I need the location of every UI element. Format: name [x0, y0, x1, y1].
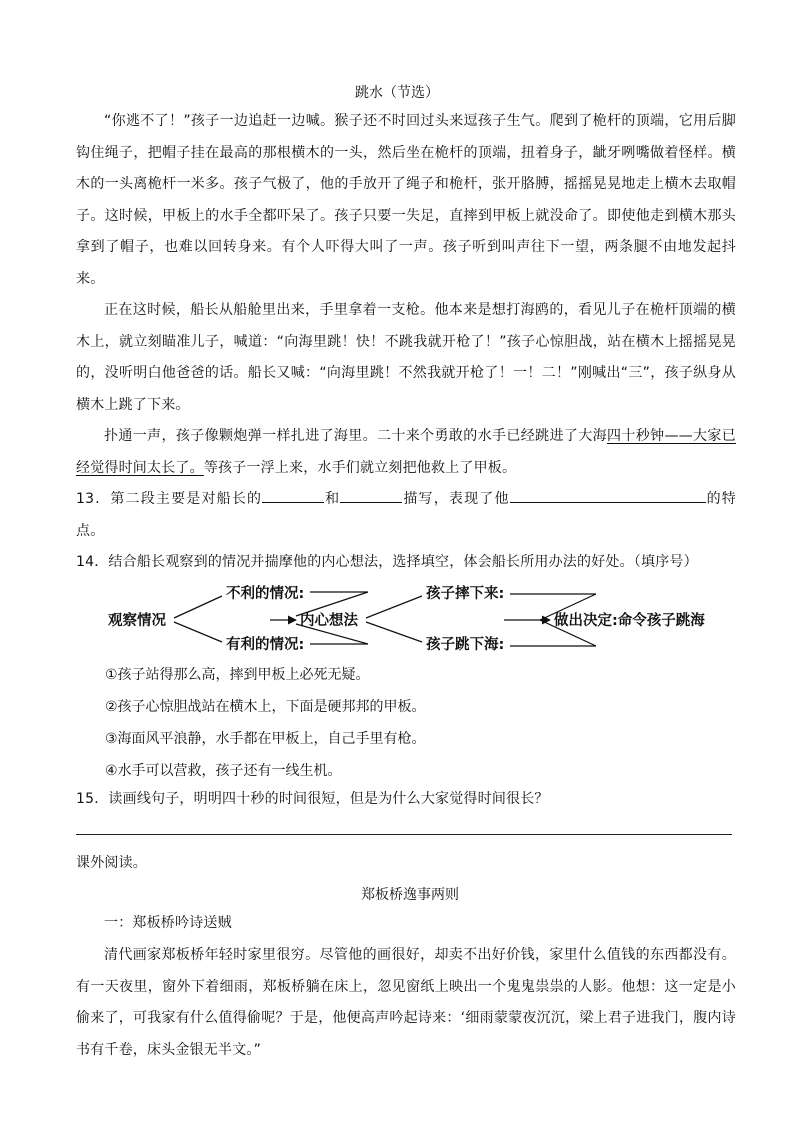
passage-paragraph-3	[76, 421, 736, 484]
paragraph-3-text-after: 等孩子一浮上来，水手们就立刻把他救上了甲板。	[203, 459, 517, 476]
passage-2-paragraph-1: 清代画家郑板桥年轻时家里很穷。尽管他的画很好，却卖不出好价钱，家里什么值钱的东西都没有。有一天夜里，窗外下着细雨，郑板桥躺在床上，忽见窗纸上映出一个鬼鬼祟祟的人影。他想：这一定是小偷来了，可我家有什么值得偷呢？于是，他便高声吟起诗来：‘细雨蒙蒙夜沉沉，梁上君子进我门，腹内诗书有千卷，床头金银无半文。”	[76, 947, 736, 1058]
q13-blank-2[interactable]	[340, 488, 402, 503]
arrow-to-fall	[366, 596, 422, 618]
diagram-thought: 内心想法	[300, 613, 358, 629]
diagram-fall: 孩子摔下来:	[426, 586, 505, 602]
q13-blank-1[interactable]	[262, 488, 324, 503]
diagram-jump: 孩子跳下海:	[426, 637, 505, 653]
flow-diagram	[100, 578, 740, 658]
extracurricular-intro: 课外阅读。	[76, 855, 147, 871]
option-2: ②孩子心惊胆战站在横木上，下面是硬邦邦的甲板。	[105, 699, 426, 715]
q13-text-c: 描写，表现了他	[402, 491, 510, 507]
q13-text-b: 和	[324, 491, 341, 507]
diagram-bad: 不利的情况:	[226, 586, 305, 602]
q13-text-d: 的特点。	[76, 491, 737, 539]
option-4: ④水手可以营救，孩子还有一线生机。	[105, 763, 342, 779]
paragraph-3-text-before: 扑通一声，孩子像颗炮弹一样扎进了海里。二十来个勇敢的水手已经跳进了大海	[104, 428, 607, 444]
underlined-sentence: 四十秒钟——大家已经觉得时间太长了。	[76, 428, 736, 476]
q13-blank-3[interactable]	[510, 488, 706, 503]
diagram-observe: 观察情况	[108, 613, 166, 629]
diagram-good: 有利的情况:	[226, 637, 305, 653]
diagram-decision: 做出决定:命令孩子跳海	[554, 613, 705, 629]
arrow-to-good	[174, 622, 222, 642]
passage-2-subtitle: 一：郑板桥吟诗送贼	[104, 915, 232, 931]
arrow-to-jump	[366, 622, 422, 642]
passage-paragraph-1: “你逃不了！”孩子一边追赶一边喊。猴子还不时回过头来逗孩子生气。爬到了桅杆的顶端，它用后脚钩住绳子，把帽子挂在最高的那根横木的一头，然后坐在桅杆的顶端，扭着身子，龇牙咧嘴做着怪样。横木的一头离桅杆一米多。孩子气极了，他的手放开了绳子和桅杆，张开胳膊，摇摇晃晃地走上横木去取帽子。这时候，甲板上的水手全都吓呆了。孩子只要一失足，直摔到甲板上就没命了。即使他走到横木那头拿到了帽子，也难以回转身来。有个人吓得大叫了一声。孩子听到叫声往下一望，两条腿不由地发起抖来。	[76, 113, 736, 287]
arrow-to-bad	[174, 596, 222, 618]
passage-paragraph-2: 正在这时候，船长从船舱里出来，手里拿着一支枪。他本来是想打海鸥的，看见儿子在桅杆顶端的横木上，就立刻瞄准儿子，喊道：“向海里跳！快！不跳我就开枪了！”孩子心惊胆战，站在横木上摇摇晃晃的，没听明白他爸爸的话。船长又喊：“向海里跳！不然我就开枪了！一！二！”刚喊出“三”，孩子纵身从横木上跳了下来。	[76, 302, 736, 413]
question-14: 14．结合船长观察到的情况并揣摩他的内心想法，选择填空，体会船长所用办法的好处。（填序号）	[76, 554, 698, 570]
passage-2-title: 郑板桥逸事两则	[361, 887, 459, 903]
question-13	[76, 484, 736, 547]
answer-line[interactable]	[76, 834, 732, 835]
option-1: ①孩子站得那么高，摔到甲板上必死无疑。	[105, 667, 370, 683]
q13-text-a: 13．第二段主要是对船长的	[76, 491, 263, 507]
question-15: 15．读画线句子，明明四十秒的时间很短，但是为什么大家觉得时间很长？	[76, 791, 549, 807]
option-3: ③海面风平浪静，水手都在甲板上，自己手里有枪。	[105, 731, 426, 747]
passage-title: 跳水（节选）	[355, 85, 439, 101]
